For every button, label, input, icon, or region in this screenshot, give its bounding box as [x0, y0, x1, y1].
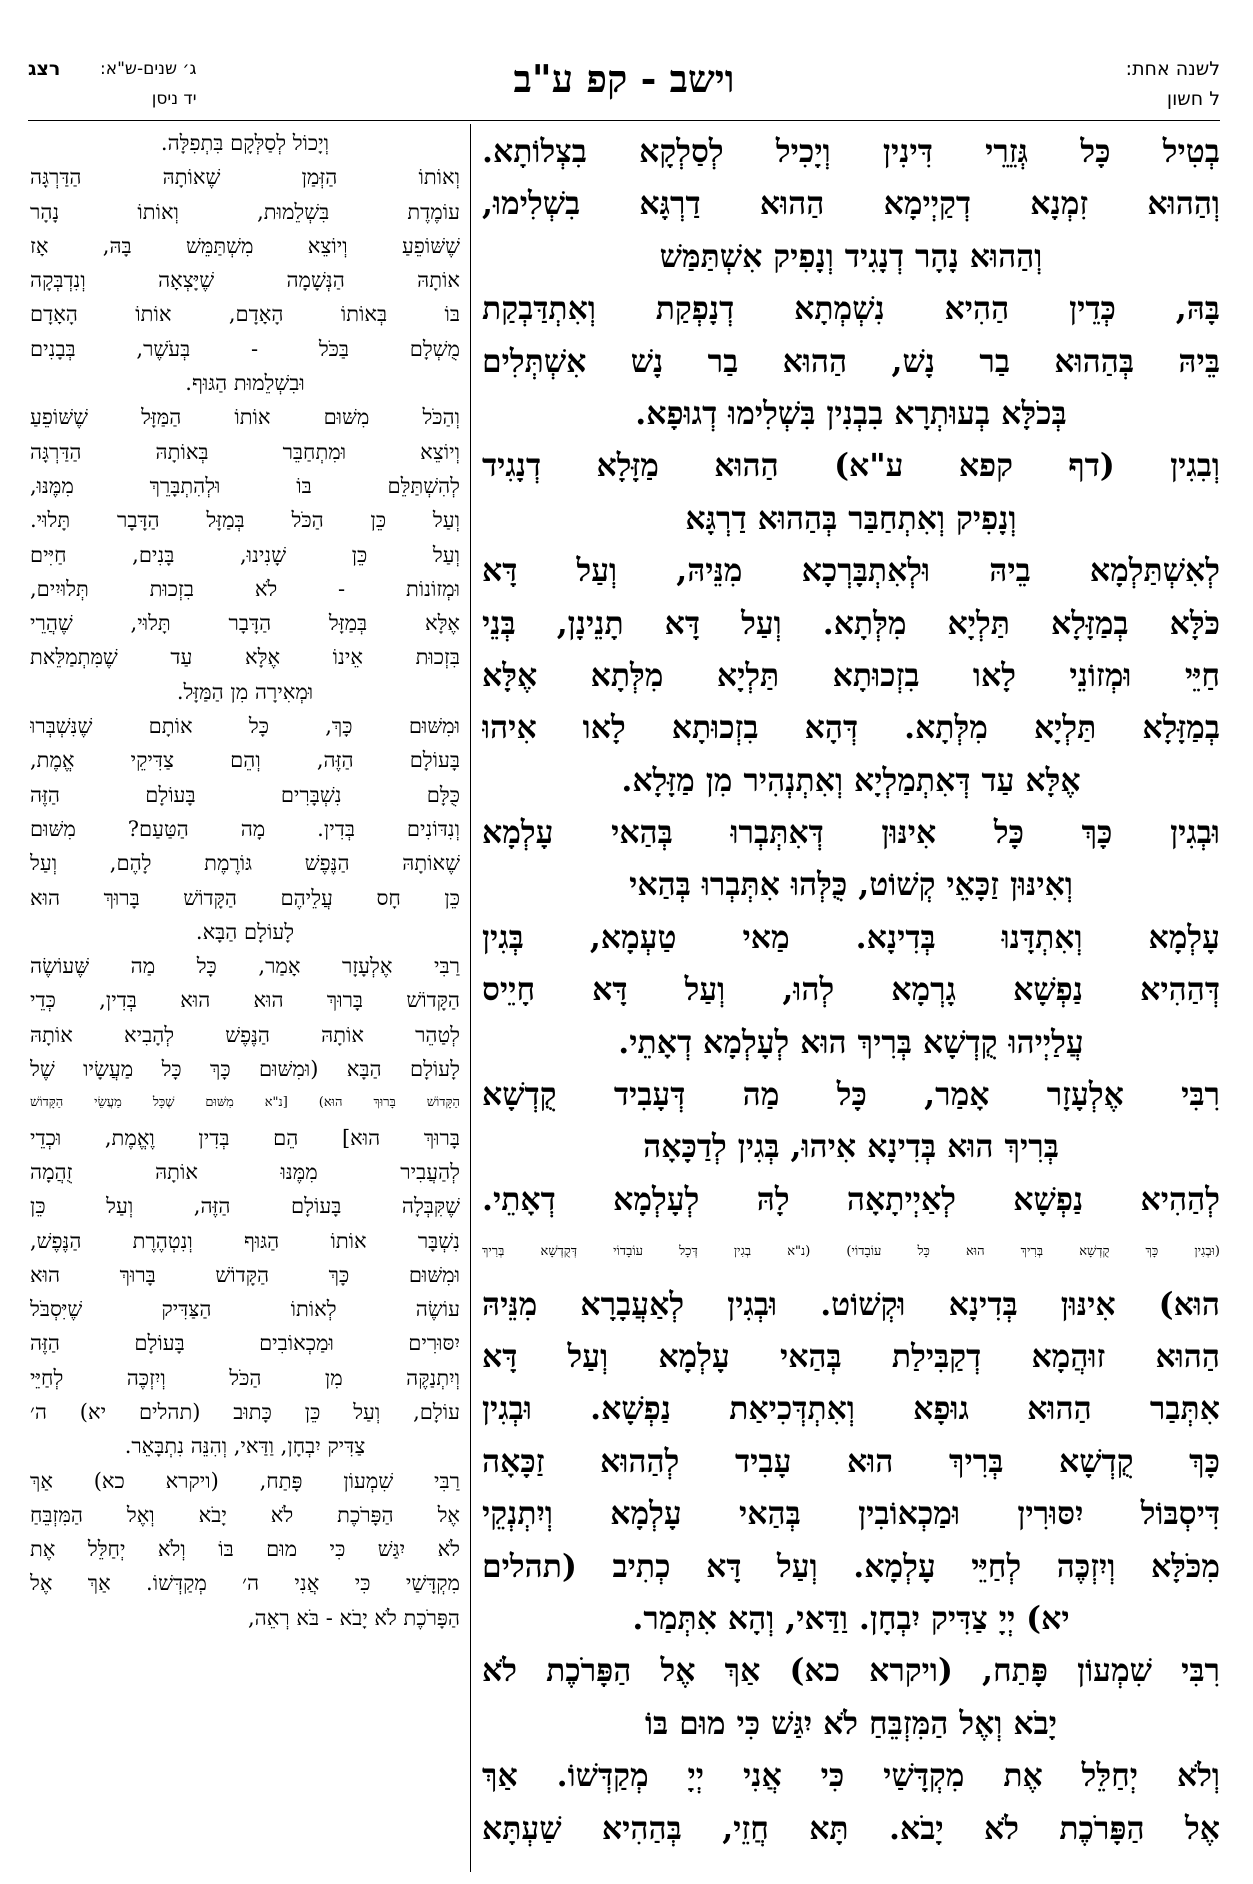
main-line: בְטִיל כָּל גְּזֵרֵי דִּינִין וְיָכִיל לְסַלְקָא בִצְלוֹתָא. [482, 133, 1220, 170]
one-year-date: ל חשון [1166, 88, 1220, 110]
side-line: לְהִשְׁתַּלֵּם בּוֹ וּלְהִתְבָּרֵךְ מִמֶּנּוּ, [30, 473, 460, 498]
main-line: חַיֵּי וּמְזוֹנֵי לָאו בִזְכוּתָא תַּלְיָא מִלְּתָא אֶלָּא [482, 656, 1220, 694]
page-number: רצג [28, 58, 61, 80]
main-line: כָּךְ קֻדְשָׁא בְּרִיךְ הוּא עָבִיד לְהַהוּא זַכָּאָה [482, 1442, 1220, 1480]
side-line: לֹא יִגַּשׁ כִּי מוּם בּוֹ וְלֹא יְחַלֵּל אֶת [30, 1537, 460, 1562]
main-line: לְאִשְׁתַּלְמָא בֵיהּ וּלְאִתְבָּרְכָא מִנֵּיהּ, וְעַל דָּא [482, 552, 1220, 590]
main-line-note: (וּבְגִין כָּךְ קֻדְשָׁא בְּרִיךְ הוּא כָּל עוֹבָדוֹי) (נ"א בְגִין דְּכָל עוֹבָדוֹי דְּקֻדְשָׁא בְּרִיךְ [482, 1244, 1220, 1260]
side-line: עוֹלָם, וְעַל כֵּן כָּתוּב (תהלים יא) ה׳ [30, 1399, 460, 1424]
three-year-label: ג׳ שנים-ש"א: [100, 59, 197, 79]
main-line: בְמַזָּלָא תַּלְיָא מִלְּתָא. דְּהָא בִזְכוּתָא לָאו אִיהוּ [482, 709, 1220, 747]
page-header [28, 54, 1220, 124]
hebrew-translation-column [30, 126, 460, 1872]
main-line: דְּהַהִיא נַפְשָׁא גָרְמָא לְהוּ, וְעַל דָּא חָיֵיס [482, 971, 1220, 1009]
side-line: וְאוֹתוֹ הַזְּמַן שֶׁאוֹתָהּ הַדַּרְגָּה [30, 165, 460, 190]
main-line: וְאִינּוּן זַכָּאֵי קְשׁוֹט, כֻּלְּהוּ אִתְּבְרוּ בְּהַאי [629, 866, 1073, 904]
side-line: כֵּן חָס עֲלֵיהֶם הַקָּדוֹשׁ בָּרוּךְ הוּא [30, 885, 460, 910]
side-line: וּמְאִירָה מִן הַמַּזָּל. [176, 679, 314, 704]
main-line: בָּהּ, כְּדֵין הַהִיא נִשְׁמְתָא דְנָפְקַת וְאִתְדַּבְקַת [482, 290, 1220, 328]
side-line: הַפָּרֹכֶת לֹא יָבֹא - בֹּא רְאֵה, [248, 1605, 460, 1630]
main-line: הַהוּא זוּהֲמָא דְקַבִּילַת בְּהַאי עָלְמָא וְעַל דָּא [482, 1337, 1220, 1375]
side-line: אֶל הַפָּרֹכֶת לֹא יָבֹא וְאֶל הַמִּזְבֵּחַ [30, 1502, 460, 1527]
side-line: וְיוֹצֵא וּמִתְחַבֵּר בְּאוֹתָהּ הַדַּרְגָּה [30, 439, 460, 464]
main-line: וְהַהוּא זִמְנָא דְקַיְימָא הַהוּא דַרְגָּא בִשְׁלִימוּ, [482, 185, 1220, 223]
side-line: רַבִּי שִׁמְעוֹן פָּתַח, (ויקרא כא) אַךְ [30, 1468, 460, 1493]
main-line: כֹּלָּא בְמַזָּלָא תַּלְיָא מִלְּתָא. וְעַל דָּא תָנֵינָן, בְּנֵי [482, 604, 1220, 642]
side-line: שֶׁשּׁוֹפֵעַ וְיוֹצֵא מִשְׁתַּמֵּשׁ בָּהּ, אָז [30, 233, 460, 258]
main-line: הוּא) אִינּוּן בְּדִינָא וּקְשׁוֹט. וּבְגִין לְאַעֲבָרָא מִנֵּיהּ [482, 1285, 1220, 1323]
three-year-date: יד ניסן [151, 89, 197, 109]
side-line: לָעוֹלָם הַבָּא (וּמִשּׁוּם כָּךְ כָּל מַעֲשָׂיו שֶׁל [30, 1057, 460, 1082]
main-line: אֶלָּא עַד דְּאִתְמַלְיָא וְאִתְנְהִיר מִן מַזָּלָא. [621, 761, 1081, 799]
side-line: עוֹשֶׂה לְאוֹתוֹ הַצַּדִּיק שֶׁיִּסְבֹּל [30, 1297, 460, 1322]
side-line: כֻּלָּם נִשְׁבָּרִים בָּעוֹלָם הַזֶּה [30, 782, 460, 807]
main-line: וְנָפִיק וְאִתְחַבַּר בְּהַהוּא דַרְגָּא [685, 499, 1017, 537]
main-line: לְהַהִיא נַפְשָׁא לְאַיְיתָאָה לָהּ לְעָלְמָא דְאָתֵי. [482, 1180, 1220, 1218]
column-divider [470, 124, 471, 1872]
main-line: בֵּיהּ בְּהַהוּא בַר נָשׁ, הַהוּא בַר נָשׁ אִשְׁתְּלִים [482, 342, 1220, 380]
main-line: וּבְגִין כָּךְ כָּל אִינּוּן דְּאִתְּבְרוּ בְּהַאי עָלְמָא [482, 814, 1220, 852]
main-line: מִכֹּלָּא וְיִזְכֶּה לְחַיֵּי עָלְמָא. וְעַל דָּא כְתִיב (תהלים [482, 1547, 1220, 1585]
main-line: בְּרִיךְ הוּא בְּדִינָא אִיהוּ, בְּגִין לְדַכָּאָה [643, 1128, 1059, 1166]
side-line: וְהַכֹּל מִשּׁוּם אוֹתוֹ הַמַּזָּל שֶׁשּׁוֹפֵעַ [30, 405, 460, 430]
main-line: בְּכֹלָּא בְעוּתְרָא בִבְנִין בִּשְׁלִימוּ דְגוּפָא. [635, 394, 1067, 432]
main-line: עֲלַיְיהוּ קֻדְשָׁא בְּרִיךְ הוּא לְעָלְמָא דְאָתֵי. [618, 1023, 1084, 1061]
main-line: וְבִגִין (דף קפא ע"א) הַהוּא מַזָּלָא דְנָגִיד [482, 447, 1220, 485]
side-line: וְיָכוֹל לְסַלְּקָם בִּתְפִלָּה. [160, 131, 330, 155]
side-line: מֻשְׁלָם בַּכֹּל - בְּעֹשֶׁר, בְּבָנִים [30, 336, 460, 361]
aramaic-main-column [482, 126, 1220, 1872]
main-line: רִבִּי שִׁמְעוֹן פָּתַח, (ויקרא כא) אַךְ אֶל הַפָּרֹכֶת לֹא [482, 1652, 1220, 1690]
side-line: בּוֹ בְּאוֹתוֹ הָאָדָם, אוֹתוֹ הָאָדָם [30, 302, 460, 327]
header-rule [28, 120, 1220, 121]
side-line: צַדִּיק יִבְחָן, וַדַּאי, וְהִנֵּה נִתְבָּאֵר. [124, 1434, 366, 1459]
side-line: מִקְדָּשַׁי כִּי אֲנִי ה׳ מְקַדְּשׁוֹ. אַךְ אֶל [30, 1571, 460, 1596]
side-line: וּמִשּׁוּם כָּךְ, כָּל אוֹתָם שֶׁנִּשְׁבְּרוּ [30, 714, 460, 739]
side-line: וְעַל כֵּן הַכֹּל בְּמַזָּל הַדָּבָר תָּלוּי. [30, 508, 460, 533]
side-line: וְיִתְנַקֶּה מִן הַכֹּל וְיִזְכֶּה לְחַיֵּי [30, 1365, 460, 1390]
main-line: עָלְמָא וְאִתְדָּנוּ בְּדִינָא. מַאי טַעְמָא, בְּגִין [482, 918, 1220, 956]
side-line: וְנִדּוֹנִים בְּדִין. מָה הַטַּעַם? מִשּׁוּם [30, 816, 460, 841]
side-line: וּבִשְׁלֵמוּת הַגּוּף. [185, 371, 305, 396]
side-line: וְעַל כֵּן שָׁנִינוּ, בָּנִים, חַיִּים [30, 542, 460, 567]
side-line: שֶׁאוֹתָהּ הַנֶּפֶשׁ גּוֹרֶמֶת לָהֶם, וְעַל [30, 851, 460, 876]
side-line: עוֹמֶדֶת בִּשְׁלֵמוּת, וְאוֹתוֹ נָהָר [30, 199, 460, 224]
main-line: יָבֹא וְאֶל הַמִּזְבֵּחַ לֹא יִגַּשׁ כִּי מוּם בּוֹ [644, 1704, 1058, 1742]
side-line: בָּרוּךְ הוּא] הֵם בְּדִין וֶאֱמֶת, וּכְדֵי [30, 1125, 460, 1150]
side-line: שֶׁקִּבְּלָה בָּעוֹלָם הַזֶּה, וְעַל כֵּן [30, 1194, 460, 1219]
side-line: לָעוֹלָם הַבָּא. [195, 919, 295, 944]
side-line: רַבִּי אֶלְעָזָר אָמַר, כָּל מַה שֶּׁעוֹשֶׂה [30, 954, 460, 979]
side-line: נִשְׁבָּר אוֹתוֹ הַגּוּף וְנִטְהֶרֶת הַנֶּפֶשׁ, [30, 1228, 460, 1253]
side-line: בִּזְכוּת אֵינוֹ אֶלָּא עַד שֶׁמִּתְמַלֵּאת [30, 645, 460, 670]
side-line: וּמְזוֹנוֹת - לֹא בִזְכוּת תְּלוּיִים, [30, 576, 460, 601]
side-line: יִסּוּרִים וּמַכְאוֹבִים בָּעוֹלָם הַזֶּה [30, 1331, 460, 1356]
side-line: אֶלָּא בְּמַזָּל הַדָּבָר תָּלוּי, שֶׁהֲרֵי [30, 611, 460, 636]
side-line: בָּעוֹלָם הַזֶּה, וְהֵם צַדִּיקֵי אֱמֶת, [30, 748, 460, 773]
side-line: לְטַהֵר אוֹתָהּ הַנֶּפֶשׁ לְהָבִיא אוֹתָהּ [30, 1022, 460, 1047]
side-line: הַקָּדוֹשׁ בָּרוּךְ הוּא הוּא בְּדִין, כְּדֵי [30, 988, 460, 1013]
side-line-note: הַקָּדוֹשׁ בָּרוּךְ הוּא) [נ"א מִשּׁוּם שֶׁכָּל מַעֲשֵׂי הַקָּדוֹשׁ [30, 1095, 460, 1111]
main-line: וְלֹא יְחַלֵּל אֶת מִקְדָּשַׁי כִּי אֲנִי יְיָ מְקַדְּשׁוֹ. אַךְ [482, 1757, 1220, 1795]
main-line: רִבִּי אֶלְעָזָר אָמַר, כָּל מַה דְּעָבִיד קֻדְשָׁא [482, 1076, 1220, 1114]
reading-schedule-three-year [100, 54, 197, 114]
main-line: אִתְּבַר הַהוּא גוּפָא וְאִתְדְּכִיאַת נַפְשָׁא. וּבְגִין [482, 1390, 1220, 1428]
side-line: וּמִשּׁוּם כָּךְ הַקָּדוֹשׁ בָּרוּךְ הוּא [30, 1262, 460, 1287]
main-line: וְהַהוּא נָהָר דְנָגִיד וְנָפִיק אִשְׁתַּמַּשׁ [659, 237, 1043, 275]
main-line: אֶל הַפָּרֹכֶת לֹא יָבֹא. תָּא חֲזֵי, בְּהַהִיא שַׁעְתָּא [482, 1809, 1220, 1847]
side-line: אוֹתָהּ הַנְּשָׁמָה שֶׁיָּצְאָה וְנִדְבְּקָה [30, 268, 460, 293]
page-title: וישב - קפ ע"ב [513, 56, 735, 101]
main-line: יא) יְיָ צַדִּיק יִבְחָן. וַדַּאי, וְהָא אִתְּמַר. [632, 1599, 1070, 1637]
side-line: לְהַעֲבִיר מִמֶּנּוּ אוֹתָהּ זֻהֲמָה [30, 1159, 460, 1184]
main-line: דִּיסְבּוֹל יִסּוּרִין וּמַכְאוֹבִין בְּהַאי עָלְמָא וְיִתְנְקֵי [482, 1495, 1220, 1533]
one-year-label: לשנה אחת: [1125, 58, 1220, 80]
